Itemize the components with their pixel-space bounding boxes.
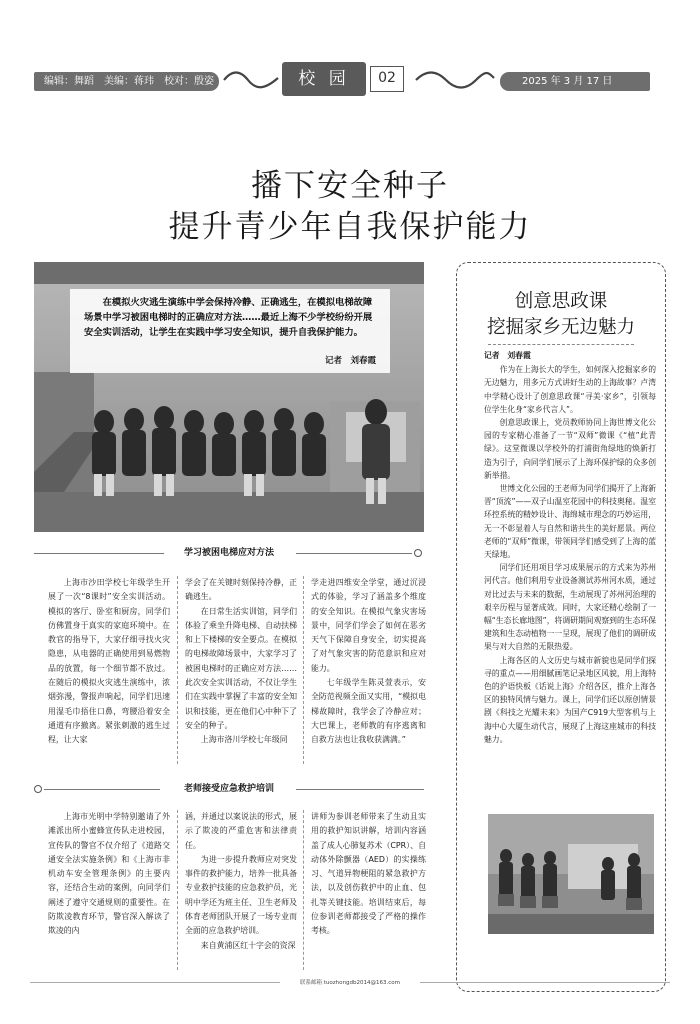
footer-rule-right [420, 982, 670, 983]
footer-contact: 联系邮箱 tuozhongdb2014@163.com [300, 980, 400, 986]
sidebar-title-line-1: 创意思政课 [514, 291, 608, 312]
sidebar-photo [488, 814, 654, 934]
sidebar-paragraph: 作为在上海长大的学生，如何深入挖掘家乡的无边魅力，用多元方式讲好生动的上海故事？卢湾中学精心设计了创意思政课“寻美·家乡”，引领每位学生化身“家乡代言人”。 [484, 365, 656, 414]
section-heading-elevator [34, 546, 424, 560]
column-divider [177, 576, 178, 764]
intro-overlay [70, 289, 390, 373]
section2-column-2 [185, 810, 297, 953]
headline-line-2: 提升青少年自我保护能力 [168, 209, 532, 245]
wave-ornament-left [222, 68, 280, 92]
sidebar-article [484, 349, 656, 746]
sidebar-author: 记者 刘春霞 [484, 351, 531, 360]
paragraph: 上海市沙田学校七年级学生开展了一次“8课时”安全实训活动。模拟的客厅、卧室和厨房，同学们仿佛置身于真实的家庭环境中。在教官的指导下，大家仔细寻找火灾隐患，从电器的正确使用到易燃物品的放置，每一个细节都不放过。在随后的模拟火灾逃生演练中，浓烟弥漫，警报声响起，同学们迅速用湿毛巾捂住口鼻，弯腰沿着安全通道有序撤离。紧张刺激的逃生过程，让大家 [48, 578, 170, 745]
section-label: 校 园 [282, 62, 366, 96]
section1-column-3 [311, 576, 426, 748]
sidebar-paragraph: 世博文化公园的王老师为同学们揭开了上海新晋“顶流”——双子山温室花园中的科技奥秘。温室环控系统的精妙设计、海绵城市理念的巧妙运用，无一不彰显着人与自然和谐共生的美好愿景。两位老师的“双师”微课，带领同学们感受到了上海的蓝天绿地。 [484, 484, 656, 560]
paragraph: 为进一步提升教师应对突发事件的救护能力，培养一批具备专业救护技能的应急救护员，光明中学还为班主任、卫生老师及体育老师团队开展了一场专业而全面的应急救护培训。 [185, 854, 297, 936]
section2-column-1 [48, 810, 170, 939]
paragraph: 讲师为参训老师带来了生动且实用的救护知识讲解，培训内容涵盖了成人心肺复苏术（CPR）、自动体外除颤器（AED）的实操练习、气道异物梗阻的紧急救护方法，以及创伤救护中的止血、包扎等关键技能。培训结束后，每位参训老师都接受了严格的操作考核。 [311, 812, 426, 936]
column-divider [303, 576, 304, 764]
paragraph: 学走进四维安全学堂，通过沉浸式的体验，学习了涵盖多个维度的安全知识。在模拟气象灾害场景中，同学们学会了如何在恶劣天气下保障自身安全，切实提高了对气象灾害的防范意识和应对能力。 [311, 578, 426, 673]
section-heading-text: 老师接受应急救护培训 [183, 784, 274, 794]
sidebar-divider [488, 344, 634, 345]
section-heading-first-aid [34, 782, 424, 796]
section-heading-text: 学习被困电梯应对方法 [183, 548, 274, 558]
paragraph: 上海市光明中学特别邀请了外滩派出所小蜜蜂宣传队走进校园，宣传队的警官不仅介绍了《道路交通安全法实施条例》和《上海市非机动车安全管理条例》的主要内容，还结合生动的案例，向同学们阐述了遵守交通规则的重要性。在防欺凌教育环节，警官深入解读了欺凌的内 [48, 812, 170, 936]
issue-date: 2025 年 3 月 17 日 [500, 72, 650, 91]
sidebar-paragraph: 创意思政课上，党员教师协同上海世博文化公园的专家精心准备了一节“双师”微课《“植”此青绿》。这堂微课以学校外的打浦街角绿地的焕新打造为引子，向同学们展示了上海环保护绿的众多创新举措。 [484, 418, 656, 480]
sidebar-title-line-2: 挖掘家乡无边魅力 [486, 317, 635, 338]
intro-text: 在模拟火灾逃生演练中学会保持冷静、正确逃生，在模拟电梯故障场景中学习被困电梯时的正确应对方法……最近上海不少学校纷纷开展安全实训活动，让学生在实践中学习安全知识，提升自我保护能力。 [84, 297, 373, 338]
sidebar-paragraph: 上海各区的人文历史与城市新貌也是同学们探寻的重点——用细腻画笔记录地区风貌，用上海特色的沪语快板《话说上海》介绍各区，推介上海各区的独特风情与魅力。课上，同学们还以原创情景剧《科技之光耀未来》为国产C919大型客机与上海中心大厦生动代言，展现了上海这座城市的科技魅力。 [484, 655, 656, 744]
header-credits: 编辑：舞蹈 美编：蒋玮 校对：殷姿 [34, 72, 219, 91]
paragraph: 来自黄浦区红十字会的资深 [200, 940, 296, 950]
wave-ornament-right [414, 68, 496, 92]
sidebar-paragraph: 同学们还用项目学习成果展示的方式来为苏州河代言。他们利用专业设备测试苏州河水质，通过对比过去与未来的数据，生动展现了苏州河治理的艰辛历程与显著成效。同时，大家还精心绘制了一幅“生态长廊地图”，将调研期间观察到的生态环保建筑和生态动植物一一呈现，展现了他们的调研成果与对大自然的无限热爱。 [484, 563, 656, 652]
paragraph: 涵，并通过以案说法的形式，展示了欺凌的严重危害和法律责任。 [185, 812, 297, 850]
column-divider [303, 810, 304, 970]
page-number: 02 [370, 66, 404, 92]
intro-byline: 记者 刘春霞 [324, 356, 376, 366]
paragraph: 上海市洛川学校七年级同 [200, 735, 288, 745]
paragraph: 在日常生活实训馆，同学们体验了乘坐升降电梯、自动扶梯和上下楼梯的安全要点。在模拟的电梯故障场景中，大家学习了被困电梯时的正确应对方法……此次安全实训活动，不仅让学生们在实践中掌握了丰富的安全知识和技能，更在他们心中种下了安全的种子。 [185, 606, 297, 730]
section2-column-3 [311, 810, 426, 939]
paragraph: 七年级学生陈灵萱表示，安全防范视频全面又实用，“模拟电梯故障时，我学会了冷静应对；大巴课上，老师教的有序逃离和自救方法也让我收获满满。” [311, 678, 426, 745]
headline-line-1: 播下安全种子 [251, 168, 449, 204]
paragraph: 学会了在关键时刻保持冷静，正确逃生。 [185, 578, 297, 602]
column-divider [177, 810, 178, 970]
section1-column-1 [48, 576, 170, 748]
section1-column-2 [185, 576, 297, 748]
